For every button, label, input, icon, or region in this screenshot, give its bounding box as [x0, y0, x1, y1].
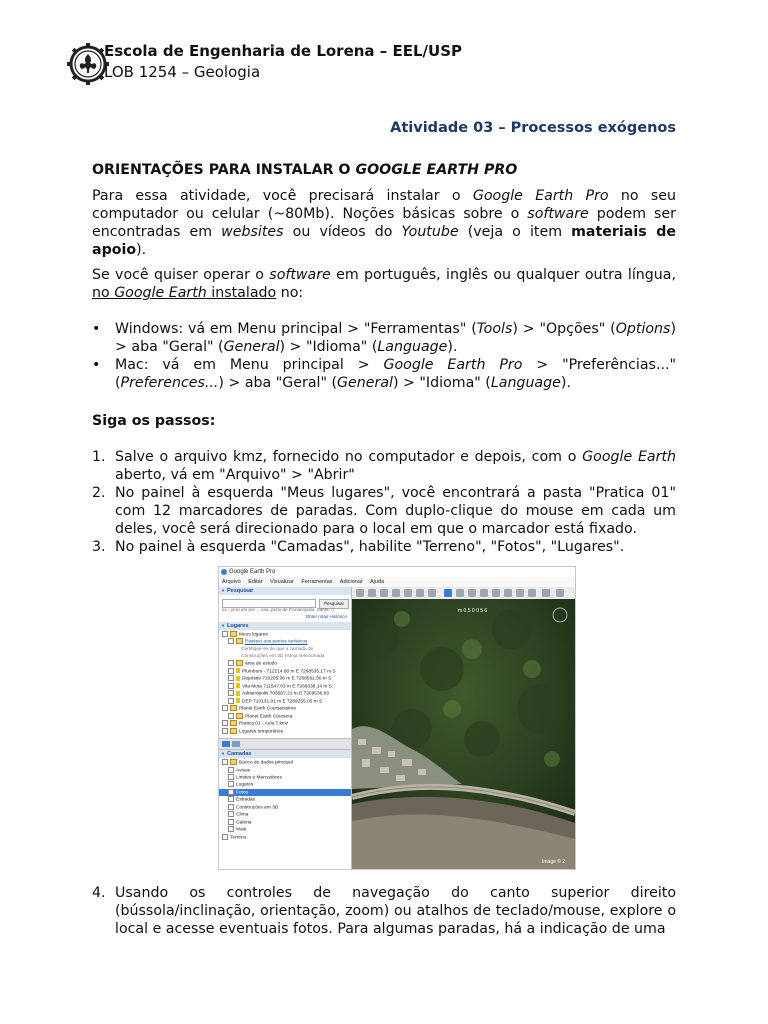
step-4: 4. Usando os controles de navegação do canto superior direito (bússola/inclinação, orientação, zoom) ou atalhos de teclado/mouse, explore o local e acesse eventuais fotos. Para algumas paradas, há a indicação de uma	[92, 885, 676, 937]
tree-item: Construções em 3D esteja selecionada	[241, 654, 325, 660]
tree-item: Lugares temporários	[219, 728, 351, 735]
tree-item: Planet Earth Courseissimo	[219, 705, 351, 712]
activity-title: Atividade 03 – Processos exógenos	[390, 120, 676, 136]
tree-item: Depósito 710205.06 m E 7268561.50 m S	[219, 675, 351, 682]
menu-arquivo: Arquivo	[222, 579, 241, 585]
tree-item-selected: Fotos	[219, 789, 351, 796]
menu-ajuda: Ajuda	[369, 579, 385, 585]
tree-item: Estradas	[219, 796, 351, 803]
panel-divider	[219, 738, 351, 750]
tree-item: Galeria	[219, 819, 351, 826]
tree-item: Terreno	[219, 834, 351, 841]
layers-tree	[219, 758, 351, 841]
places-tree	[219, 630, 351, 735]
document-body-continued	[92, 884, 676, 938]
document-body	[92, 161, 676, 556]
course-title: LOB 1254 – Geologia	[104, 63, 261, 81]
list-item-windows: • Windows: vá em Menu principal > "Ferramentas" (Tools) > "Opções" (Options) > aba "Geral" (General) > "Idioma" (Language).	[92, 320, 676, 356]
tree-item: Mais	[219, 826, 351, 833]
menu-bar	[219, 577, 575, 587]
tree-item: DEP 710131.01 m E 7269255.05 m S	[219, 698, 351, 705]
language-instructions-list	[92, 320, 676, 392]
tree-item: Meus lugares	[219, 631, 351, 638]
menu-editar: Editar	[248, 579, 263, 585]
search-button: Pesquisar	[319, 599, 349, 609]
layers-panel-header: ▼ Camadas	[219, 750, 351, 758]
tree-item: Avisos	[219, 767, 351, 774]
search-hint: ex.: procurar por ... (via, perto de Florianópolis, Santa...)	[222, 607, 334, 612]
section-heading-orientacoes: ORIENTAÇÕES PARA INSTALAR O GOOGLE EARTH PRO	[92, 162, 518, 178]
tree-item: Limites e Marcadores	[219, 774, 351, 781]
steps-list-continued	[92, 884, 676, 938]
satellite-map	[352, 599, 575, 869]
paragraph-language: Se você quiser operar o software em português, inglês ou qualquer outra língua, no Google Earth instalado no:	[92, 267, 676, 301]
list-item-mac: • Mac: vá em Menu principal > Google Earth Pro > "Preferências..." (Preferences...) > aba "Geral" (General) > "Idioma" (Language).	[92, 356, 676, 392]
window-titlebar: Google Earth Pro	[219, 567, 575, 577]
tree-item: Pratica 01 - Aula 7.kmz	[219, 720, 351, 727]
tree-item: Clima	[219, 811, 351, 818]
section-heading-passos: Siga os passos:	[92, 413, 216, 429]
search-links: Obter rotas Histórico	[305, 614, 347, 619]
tree-item: Planet Earth Coursera	[219, 713, 351, 720]
step-1: 1. Salve o arquivo kmz, fornecido no computador e depois, com o Google Earth aberto, vá em "Arquivo" > "Abrir"	[92, 449, 677, 483]
google-earth-icon	[221, 569, 227, 575]
tree-item: Construções em 3D	[219, 804, 351, 811]
paragraph-intro: Para essa atividade, você precisará instalar o Google Earth Pro no seu computador ou celular (~80Mb). Noções básicas sobre o software podem ser encontradas em websites ou vídeos do Youtube (veja o item materiais de apoio).	[92, 188, 676, 258]
tree-item: Banco de dados principal	[219, 759, 351, 766]
tree-item: Lugares	[219, 781, 351, 788]
tree-item: Adrianópolis 708567.21 m E 7269536.93	[219, 690, 351, 697]
google-earth-screenshot	[218, 566, 576, 870]
tree-item: Plumbum - 712214.80 m E 7268535.17 m S	[219, 668, 351, 675]
map-credit-label: Image © 2	[542, 859, 566, 865]
map-scale-label: m 0.5 0 0 5 6	[458, 608, 488, 614]
tree-item: Certifique-se de que a camada de	[241, 646, 314, 652]
step-2: 2. No painel à esquerda "Meus lugares", você encontrará a pasta "Pratica 01" com 12 marcadores de paradas. Com duplo-clique do mouse em cada um deles, você será direcionado para o local em que o marcador está fixado.	[92, 485, 676, 537]
tree-item: Passeio aos pontos turísticos	[219, 638, 351, 645]
menu-ferramentas: Ferramentas	[301, 579, 333, 585]
tree-item: área de estudo	[219, 660, 351, 667]
places-panel-header: ▼ Lugares	[219, 622, 351, 630]
search-panel-header: ▼ Pesquisar	[219, 587, 351, 595]
menu-visualizar: Visualizar	[270, 579, 294, 585]
side-panel	[219, 587, 352, 869]
step-3: 3. No painel à esquerda "Camadas", habilite "Terreno", "Fotos", "Lugares".	[92, 539, 625, 555]
menu-adicionar: Adicionar	[339, 579, 363, 585]
institution-title: Escola de Engenharia de Lorena – EEL/USP	[104, 42, 463, 60]
tree-item: Vila Mota 711547.03 m E 7268338.14 m S	[219, 683, 351, 690]
steps-list	[92, 448, 676, 556]
